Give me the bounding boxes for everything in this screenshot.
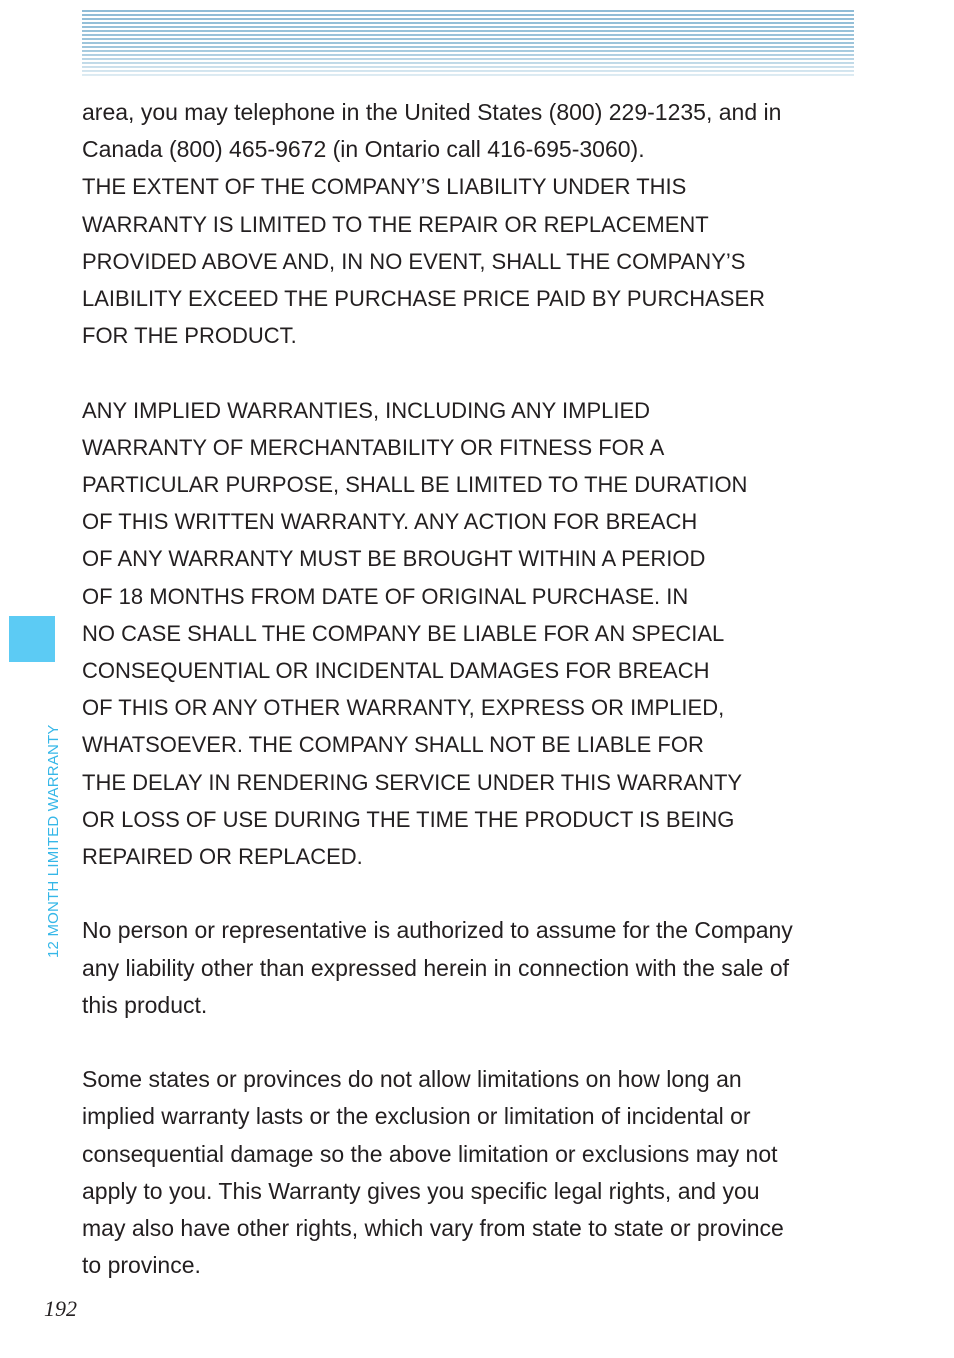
text-line: Some states or provinces do not allow limitations on how long an	[82, 1066, 742, 1093]
text-line: may also have other rights, which vary from state to state or province	[82, 1215, 784, 1242]
implied-warranties-paragraph	[82, 392, 862, 876]
text-line: ANY IMPLIED WARRANTIES, INCLUDING ANY IMPLIED	[82, 397, 651, 423]
page-number: 192	[44, 1296, 77, 1321]
text-line: WARRANTY OF MERCHANTABILITY OR FITNESS FOR A	[82, 434, 665, 460]
page-content	[82, 94, 862, 1284]
text-line: WARRANTY IS LIMITED TO THE REPAIR OR REPLACEMENT	[82, 211, 709, 237]
text-line: OF 18 MONTHS FROM DATE OF ORIGINAL PURCHASE. IN	[82, 583, 689, 609]
text-line: to province.	[82, 1252, 201, 1279]
text-line: PARTICULAR PURPOSE, SHALL BE LIMITED TO THE DURATION	[82, 472, 748, 498]
text-line: OR LOSS OF USE DURING THE TIME THE PRODUCT IS BEING	[82, 806, 735, 832]
text-line: CONSEQUENTIAL OR INCIDENTAL DAMAGES FOR BREACH	[82, 658, 710, 684]
state-rights-paragraph	[82, 1061, 862, 1284]
text-line: OF THIS WRITTEN WARRANTY. ANY ACTION FOR BREACH	[82, 509, 698, 535]
text-line: THE EXTENT OF THE COMPANY’S LIABILITY UNDER THIS	[82, 174, 687, 200]
text-line: THE DELAY IN RENDERING SERVICE UNDER THIS WARRANTY	[82, 769, 743, 795]
text-line: PROVIDED ABOVE AND, IN NO EVENT, SHALL THE COMPANY’S	[82, 248, 746, 274]
text-line: FOR THE PRODUCT.	[82, 323, 297, 349]
text-line: REPAIRED OR REPLACED.	[82, 844, 363, 870]
section-tab-label: 12 MONTH LIMITED WARRANTY	[45, 724, 62, 958]
header-decorative-band	[82, 10, 854, 78]
no-representative-paragraph	[82, 912, 862, 1024]
text-line: No person or representative is authorized to assume for the Company	[82, 917, 793, 944]
text-line: consequential damage so the above limitation or exclusions may not	[82, 1140, 778, 1167]
text-line: OF ANY WARRANTY MUST BE BROUGHT WITHIN A PERIOD	[82, 546, 706, 572]
contact-paragraph	[82, 94, 862, 168]
text-line: WHATSOEVER. THE COMPANY SHALL NOT BE LIABLE FOR	[82, 732, 704, 758]
text-line: NO CASE SHALL THE COMPANY BE LIABLE FOR AN SPECIAL	[82, 620, 725, 646]
text-line: any liability other than expressed herein in connection with the sale of	[82, 954, 790, 981]
liability-paragraph	[82, 168, 862, 354]
text-line: implied warranty lasts or the exclusion or limitation of incidental or	[82, 1103, 751, 1130]
text-line: LAIBILITY EXCEED THE PURCHASE PRICE PAID BY PURCHASER	[82, 286, 766, 312]
text-line: Canada (800) 465-9672 (in Ontario call 416-695-3060).	[82, 136, 645, 163]
section-tab-marker	[9, 616, 55, 662]
text-line: apply to you. This Warranty gives you specific legal rights, and you	[82, 1177, 760, 1204]
text-line: area, you may telephone in the United States (800) 229-1235, and in	[82, 99, 782, 125]
text-line: this product.	[82, 991, 208, 1018]
text-line: OF THIS OR ANY OTHER WARRANTY, EXPRESS OR IMPLIED,	[82, 695, 725, 721]
